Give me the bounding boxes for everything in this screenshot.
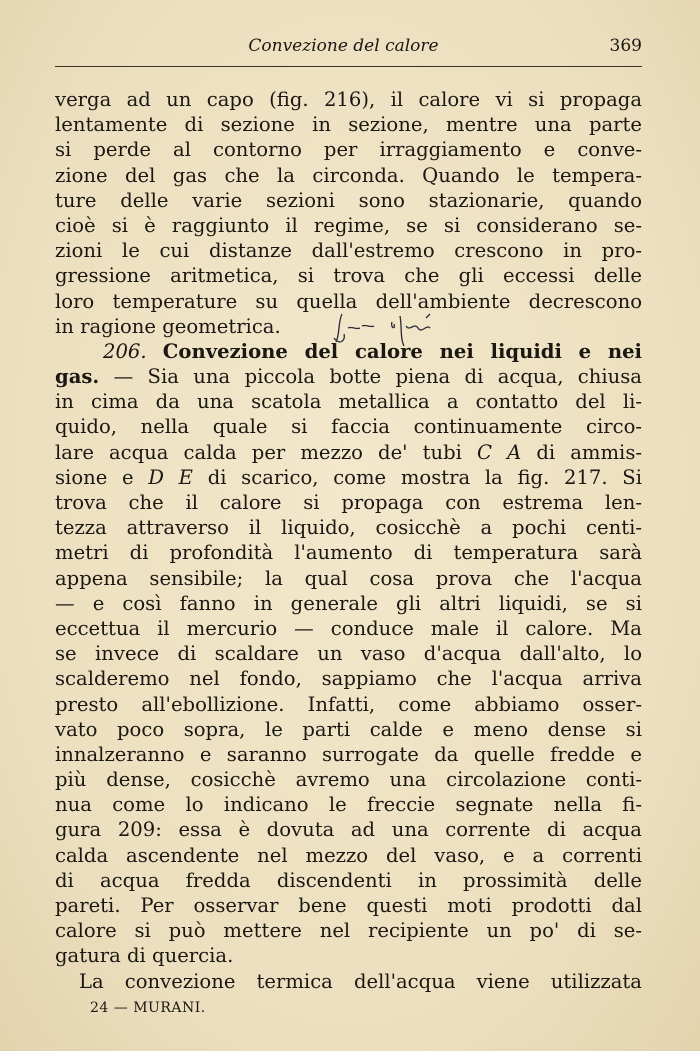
text-line: in cima da una scatola metallica a contatto del li- [55, 390, 642, 414]
text-line: gressione aritmetica, si trova che gli eccessi delle [55, 264, 642, 288]
section-lead: — Sia una piccola botte piena di acqua, chiusa [113, 365, 642, 389]
text-span: sione e [55, 465, 134, 489]
text-line: loro temperature su quella dell'ambiente decrescono [55, 289, 642, 313]
section-title: Convezione del calore nei liquidi e nei [162, 339, 642, 363]
text-line: verga ad un capo (fig. 216), il calore vi si propaga [55, 88, 642, 111]
text-line [55, 440, 642, 465]
handwritten-annotation [330, 308, 445, 348]
text-line: più dense, cosicchè avremo una circolazione conti- [55, 768, 642, 792]
text-line: trova che il calore si propaga con estrema len- [55, 491, 642, 514]
footer-signature: 24 — MURANI. [90, 1000, 206, 1016]
text-line: zioni le cui distanze dall'estremo crescono in pro- [55, 239, 642, 263]
text-line: cioè si è raggiunto il regime, se si considerano se- [55, 213, 642, 237]
text-span: lare acqua calda per mezzo de' tubi [55, 440, 462, 464]
text-line: di acqua fredda discendenti in prossimità delle [55, 868, 642, 892]
text-line: La convezione termica dell'acqua viene utilizzata [79, 969, 642, 993]
text-span: di ammis- [536, 440, 642, 464]
text-line: eccettua il mercurio — conduce male il calore. Ma [55, 616, 642, 640]
text-line: gatura di quercia. [55, 944, 234, 968]
text-line: gura 209: essa è dovuta ad una corrente di acqua [55, 818, 642, 842]
text-line: quido, nella quale si faccia continuamente circo- [55, 415, 642, 439]
text-line: scalderemo nel fondo, sappiamo che l'acqua arriva [55, 667, 642, 691]
page-number: 369 [609, 36, 642, 56]
text-span: di scarico, come mostra la fig. 217. Si [207, 465, 642, 489]
body-text [55, 87, 642, 994]
text-line: lentamente di sezione in sezione, mentre una parte [55, 113, 642, 137]
running-title: Convezione del calore [248, 36, 439, 56]
text-line: vato poco sopra, le parti calde e meno dense si [55, 717, 642, 741]
label-ca: C A [477, 440, 522, 464]
section-number: 206. [103, 339, 147, 363]
header-rule [55, 66, 642, 67]
text-line: metri di profondità l'aumento di temperatura sarà [55, 541, 642, 565]
text-line: nua come lo indicano le freccie segnate nella fi- [55, 793, 642, 817]
text-line: ture delle varie sezioni sono stazionarie, quando [55, 188, 642, 212]
text-line: — e così fanno in generale gli altri liquidi, se si [55, 591, 642, 615]
text-line: innalzeranno e saranno surrogate da quelle fredde e [55, 742, 642, 766]
text-line: zione del gas che la circonda. Quando le tempera- [55, 163, 642, 187]
text-line: pareti. Per osservar bene questi moti prodotti dal [55, 894, 642, 917]
text-line: tezza attraverso il liquido, cosicchè a pochi centi- [55, 516, 642, 540]
text-line: calda ascendente nel mezzo del vaso, e a correnti [55, 843, 642, 867]
page-header [55, 36, 642, 58]
text-line: appena sensibile; la qual cosa prova che l'acqua [55, 566, 642, 590]
text-line: se invece di scaldare un vaso d'acqua dall'alto, lo [55, 642, 642, 666]
text-line [55, 364, 642, 389]
text-line: si perde al contorno per irraggiamento e conve- [55, 138, 642, 162]
label-de: D E [148, 465, 193, 489]
section-title-end: gas. [55, 365, 100, 389]
text-line: in ragione geometrica. [55, 314, 281, 338]
text-line: presto all'ebollizione. Infatti, come abbiamo osser- [55, 692, 642, 716]
text-line: calore si può mettere nel recipiente un po' di se- [55, 919, 642, 943]
text-line [55, 465, 642, 490]
